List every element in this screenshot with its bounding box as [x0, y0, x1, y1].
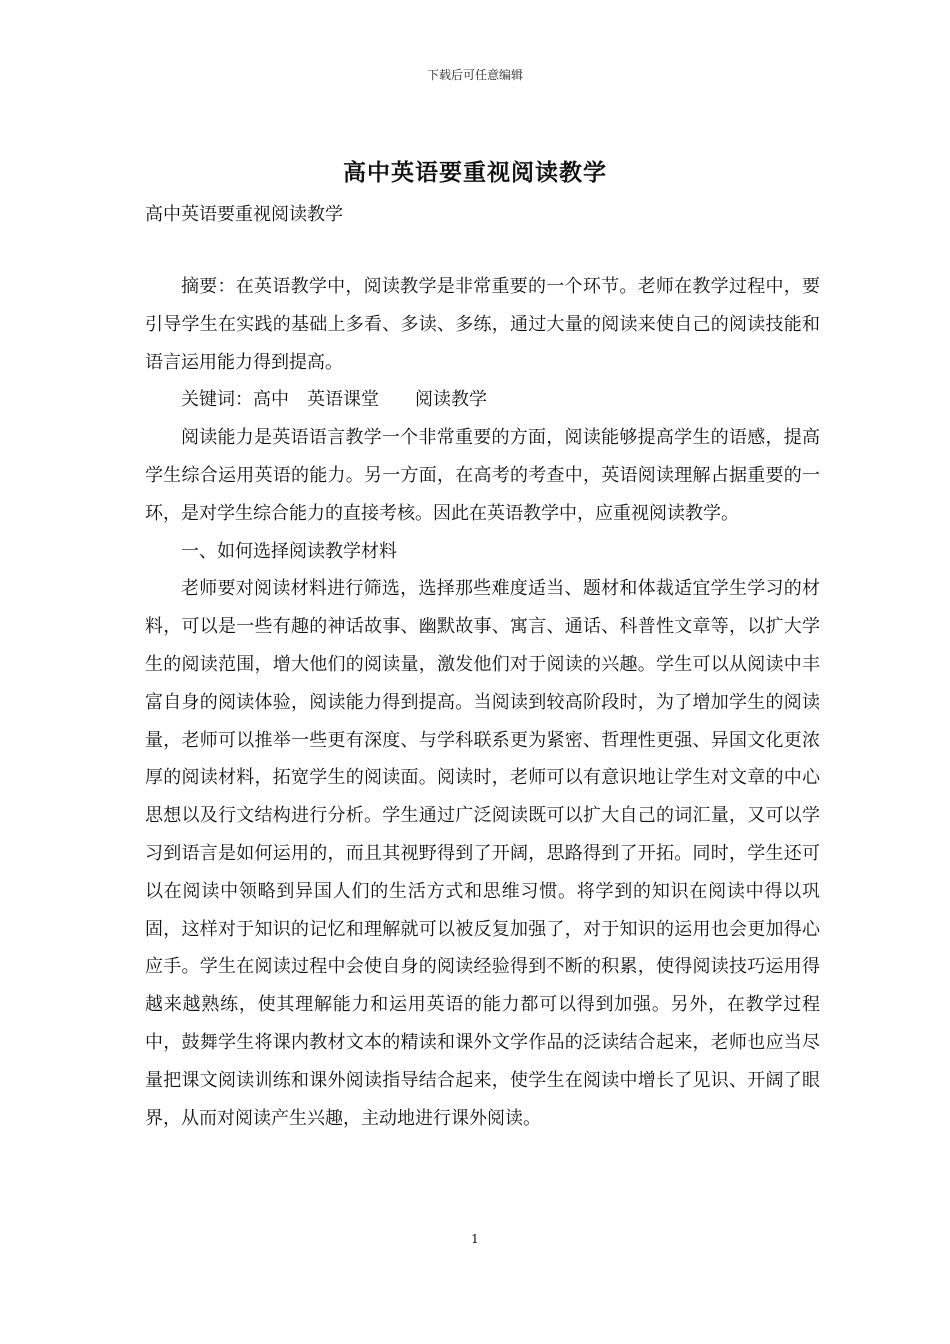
section-heading: 一、如何选择阅读教学材料 [181, 540, 397, 562]
keywords-paragraph: 关键词：高中 英语课堂 阅读教学 [181, 389, 487, 411]
document-title: 高中英语要重视阅读教学 [343, 159, 607, 186]
section-paragraph: 老师要对阅读材料进行筛选，选择那些难度适当、题材和体裁适宜学生学习的材料，可以是一些有趣的神话故事、幽默故事、寓言、通话、科普性文章等，以扩大学生的阅读范围，增大他们的阅读量，激发他们对于阅读的兴趣。学生可以从阅读中丰富自身的阅读体验，阅读能力得到提高。当阅读到较高阶段时，为了增加学生的阅读量，老师可以推举一些更有深度、与学科联系更为紧密、哲理性更强、异国文化更浓厚的阅读材料，拓宽学生的阅读面。阅读时，老师可以有意识地让学生对文章的中心思想以及行文结构进行分析。学生通过广泛阅读既可以扩大自己的词汇量，又可以学习到语言是如何运用的，而且其视野得到了开阔，思路得到了开拓。同时，学生还可以在阅读中领略到异国人们的生活方式和思维习惯。将学到的知识在阅读中得以巩固，这样对于知识的记忆和理解就可以被反复加强了，对于知识的运用也会更加得心应手。学生在阅读过程中会使自身的阅读经验得到不断的积累，使得阅读技巧运用得越来越熟练，使其理解能力和运用英语的能力都可以得到加强。另外，在教学过程中，鼓舞学生将课内教材文本的精读和课外文学作品的泛读结合起来，老师也应当尽量把课文阅读训练和课外阅读指导结合起来，使学生在阅读中增长了见识、开阔了眼界，从而对阅读产生兴趣，主动地进行课外阅读。 [145, 578, 820, 1129]
page-header-note: 下载后可任意编辑 [426, 68, 523, 82]
document-body [145, 268, 820, 1137]
document-subtitle: 高中英语要重视阅读教学 [145, 204, 343, 225]
page-number: 1 [471, 1232, 479, 1246]
abstract-paragraph: 摘要：在英语教学中，阅读教学是非常重要的一个环节。老师在教学过程中，要引导学生在实践的基础上多看、多读、多练，通过大量的阅读来使自己的阅读技能和语言运用能力得到提高。 [145, 276, 820, 373]
intro-paragraph: 阅读能力是英语语言教学一个非常重要的方面，阅读能够提高学生的语感，提高学生综合运用英语的能力。另一方面，在高考的考查中，英语阅读理解占据重要的一环，是对学生综合能力的直接考核。因此在英语教学中，应重视阅读教学。 [145, 427, 820, 524]
